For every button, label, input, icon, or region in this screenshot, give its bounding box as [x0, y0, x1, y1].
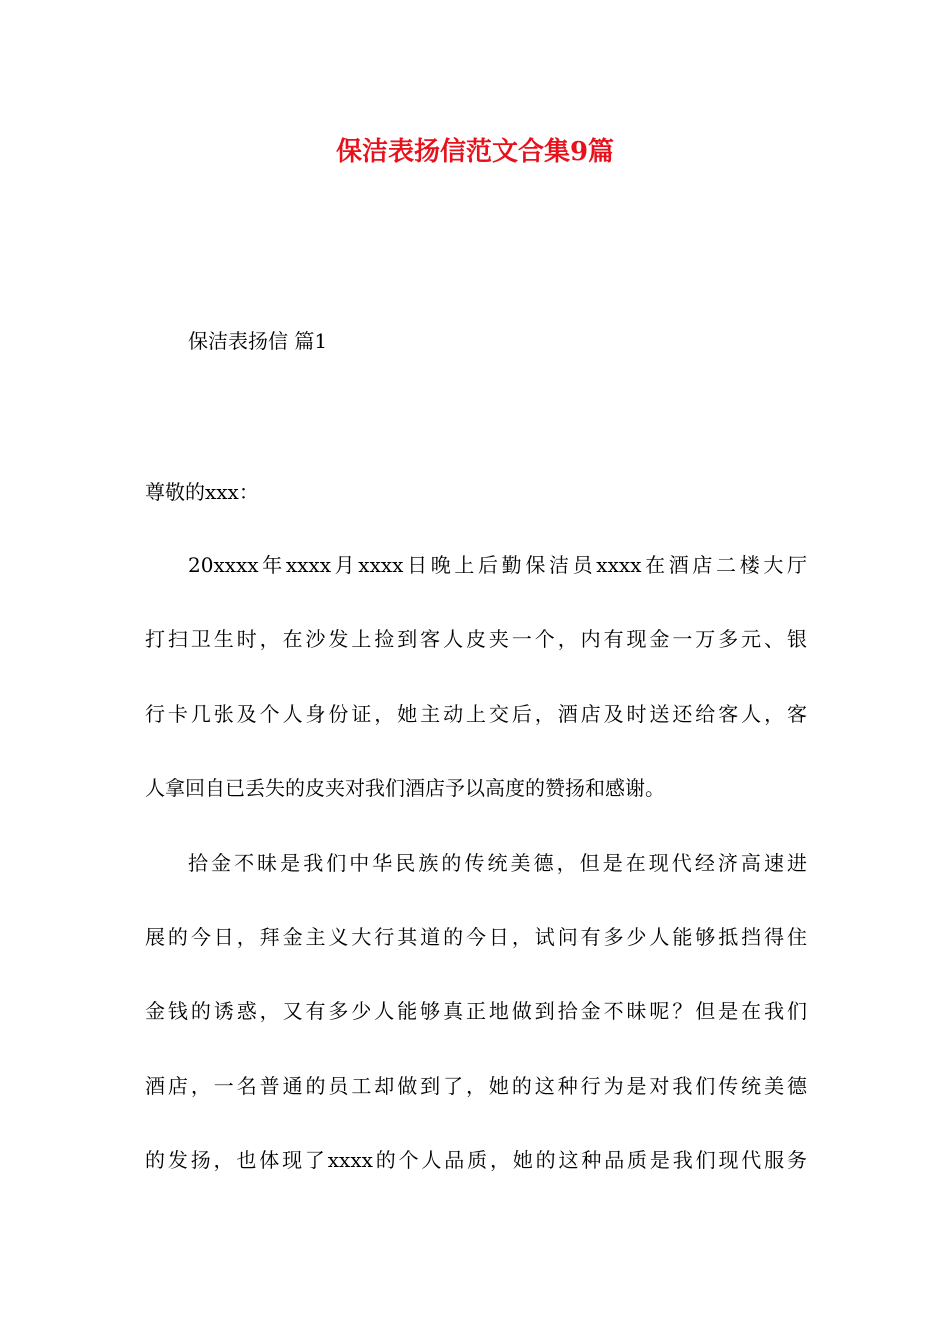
paragraph-1-line-4: 人拿回自已丢失的皮夹对我们酒店予以高度的赞扬和感谢。 [145, 776, 665, 800]
section-heading: 保洁表扬信 篇1 [188, 329, 328, 353]
document-title: 保洁表扬信范文合集9篇 [335, 137, 615, 167]
paragraph-2-line-4: 酒店，一名普通的员工却做到了，她的这种行为是对我们传统美德 [145, 1074, 807, 1098]
paragraph-2-line-3: 金钱的诱惑，又有多少人能够真正地做到拾金不昧呢？但是在我们 [145, 999, 807, 1023]
paragraph-1-line-1: 20xxxx年xxxx月xxxx日晚上后勤保洁员xxxx在酒店二楼大厅 [188, 553, 807, 577]
salutation: 尊敬的xxx： [145, 480, 259, 504]
paragraph-2-line-5: 的发扬，也体现了xxxx的个人品质，她的这种品质是我们现代服务 [145, 1148, 807, 1172]
paragraph-2-line-1: 拾金不昧是我们中华民族的传统美德，但是在现代经济高速进 [188, 851, 807, 875]
paragraph-1-line-2: 打扫卫生时，在沙发上捡到客人皮夹一个，内有现金一万多元、银 [145, 627, 807, 651]
paragraph-2-line-2: 展的今日，拜金主义大行其道的今日，试问有多少人能够抵挡得住 [145, 925, 807, 949]
paragraph-1-line-3: 行卡几张及个人身份证，她主动上交后，酒店及时送还给客人，客 [145, 702, 807, 726]
